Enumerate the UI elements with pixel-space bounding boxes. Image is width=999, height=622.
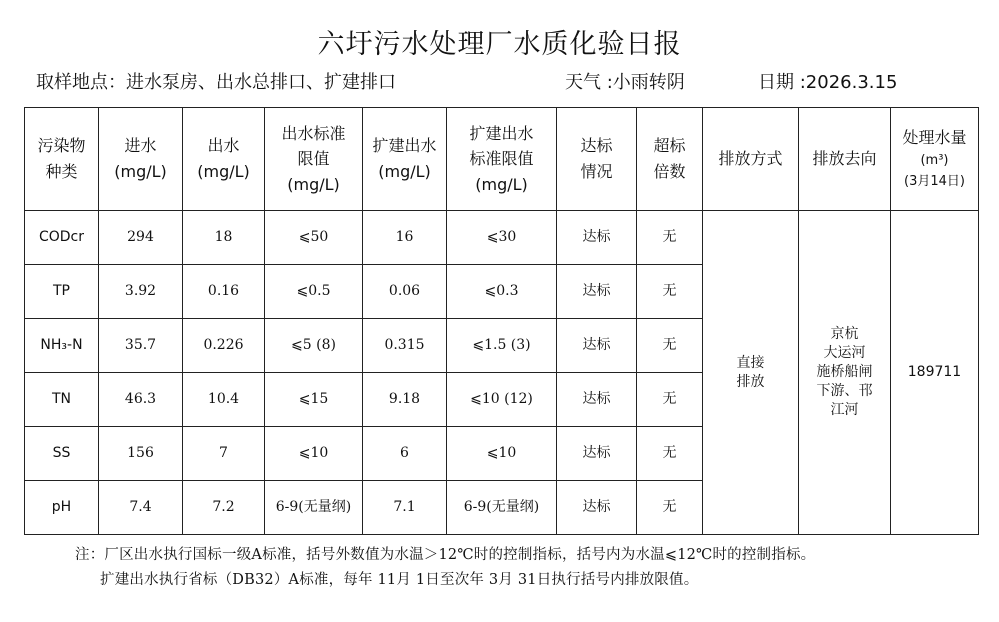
cell-exceed: 无 bbox=[637, 265, 703, 319]
header-compliance: 达标 情况 bbox=[557, 108, 637, 211]
cell-pollutant: TP bbox=[25, 265, 99, 319]
header-influent: 进水 (mg/L) bbox=[99, 108, 183, 211]
cell-exceed: 无 bbox=[637, 427, 703, 481]
table-row bbox=[25, 211, 979, 265]
cell-effluent: 0.226 bbox=[183, 319, 265, 373]
water-quality-table bbox=[24, 107, 979, 535]
note-line-1: 注：厂区出水执行国标一级A标准，括号外数值为水温＞12℃时的控制指标，括号内为水温⩽12℃时的控制指标。 bbox=[75, 547, 816, 563]
cell-influent: 3.92 bbox=[99, 265, 183, 319]
cell-effluent: 7.2 bbox=[183, 481, 265, 535]
cell-compliance: 达标 bbox=[557, 373, 637, 427]
cell-influent: 46.3 bbox=[99, 373, 183, 427]
header-discharge-method: 排放方式 bbox=[703, 108, 799, 211]
cell-compliance: 达标 bbox=[557, 265, 637, 319]
table-header-row bbox=[25, 108, 979, 211]
header-exceed-multiple: 超标 倍数 bbox=[637, 108, 703, 211]
cell-exceed: 无 bbox=[637, 211, 703, 265]
cell-treated-volume: 189711 bbox=[891, 211, 979, 535]
cell-ext-limit: ⩽10 bbox=[447, 427, 557, 481]
cell-effluent-limit: ⩽5 (8) bbox=[265, 319, 363, 373]
cell-ext-limit: ⩽10 (12) bbox=[447, 373, 557, 427]
cell-ext-limit: ⩽1.5 (3) bbox=[447, 319, 557, 373]
cell-pollutant: TN bbox=[25, 373, 99, 427]
cell-exceed: 无 bbox=[637, 481, 703, 535]
cell-effluent-limit: ⩽10 bbox=[265, 427, 363, 481]
cell-pollutant: pH bbox=[25, 481, 99, 535]
cell-effluent: 7 bbox=[183, 427, 265, 481]
cell-ext-limit: 6-9(无量纲) bbox=[447, 481, 557, 535]
cell-effluent: 10.4 bbox=[183, 373, 265, 427]
cell-ext-effluent: 7.1 bbox=[363, 481, 447, 535]
cell-exceed: 无 bbox=[637, 319, 703, 373]
cell-discharge-method: 直接 排放 bbox=[703, 211, 799, 535]
note-line-2: 扩建出水执行省标（DB32）A标准，每年 11月 1日至次年 3月 31日执行括号内排放限值。 bbox=[100, 572, 699, 588]
cell-compliance: 达标 bbox=[557, 319, 637, 373]
cell-compliance: 达标 bbox=[557, 481, 637, 535]
cell-influent: 7.4 bbox=[99, 481, 183, 535]
cell-effluent-limit: ⩽50 bbox=[265, 211, 363, 265]
cell-compliance: 达标 bbox=[557, 427, 637, 481]
header-discharge-destination: 排放去向 bbox=[799, 108, 891, 211]
cell-exceed: 无 bbox=[637, 373, 703, 427]
cell-influent: 35.7 bbox=[99, 319, 183, 373]
report-title: 六圩污水处理厂水质化验日报 bbox=[317, 29, 682, 60]
cell-effluent-limit: ⩽0.5 bbox=[265, 265, 363, 319]
cell-ext-limit: ⩽30 bbox=[447, 211, 557, 265]
cell-pollutant: SS bbox=[25, 427, 99, 481]
header-ext-effluent: 扩建出水 (mg/L) bbox=[363, 108, 447, 211]
cell-discharge-destination: 京杭 大运河 施桥船闸 下游、邗 江河 bbox=[799, 211, 891, 535]
cell-ext-limit: ⩽0.3 bbox=[447, 265, 557, 319]
header-ext-limit: 扩建出水 标准限值 (mg/L) bbox=[447, 108, 557, 211]
cell-ext-effluent: 16 bbox=[363, 211, 447, 265]
cell-ext-effluent: 0.315 bbox=[363, 319, 447, 373]
cell-effluent-limit: 6-9(无量纲) bbox=[265, 481, 363, 535]
header-treated-volume: 处理水量 (m³) (3月14日) bbox=[891, 108, 979, 211]
cell-ext-effluent: 0.06 bbox=[363, 265, 447, 319]
cell-influent: 294 bbox=[99, 211, 183, 265]
header-effluent-limit: 出水标准 限值 (mg/L) bbox=[265, 108, 363, 211]
cell-ext-effluent: 9.18 bbox=[363, 373, 447, 427]
cell-effluent-limit: ⩽15 bbox=[265, 373, 363, 427]
header-effluent: 出水 (mg/L) bbox=[183, 108, 265, 211]
cell-pollutant: NH₃-N bbox=[25, 319, 99, 373]
cell-compliance: 达标 bbox=[557, 211, 637, 265]
header-pollutant: 污染物 种类 bbox=[25, 108, 99, 211]
cell-pollutant: CODcr bbox=[25, 211, 99, 265]
cell-effluent: 18 bbox=[183, 211, 265, 265]
weather: 天气 :小雨转阴 bbox=[565, 72, 685, 93]
cell-ext-effluent: 6 bbox=[363, 427, 447, 481]
report-date: 日期 :2026.3.15 bbox=[758, 72, 898, 93]
cell-influent: 156 bbox=[99, 427, 183, 481]
cell-effluent: 0.16 bbox=[183, 265, 265, 319]
sampling-location: 取样地点：进水泵房、出水总排口、扩建排口 bbox=[36, 72, 396, 93]
